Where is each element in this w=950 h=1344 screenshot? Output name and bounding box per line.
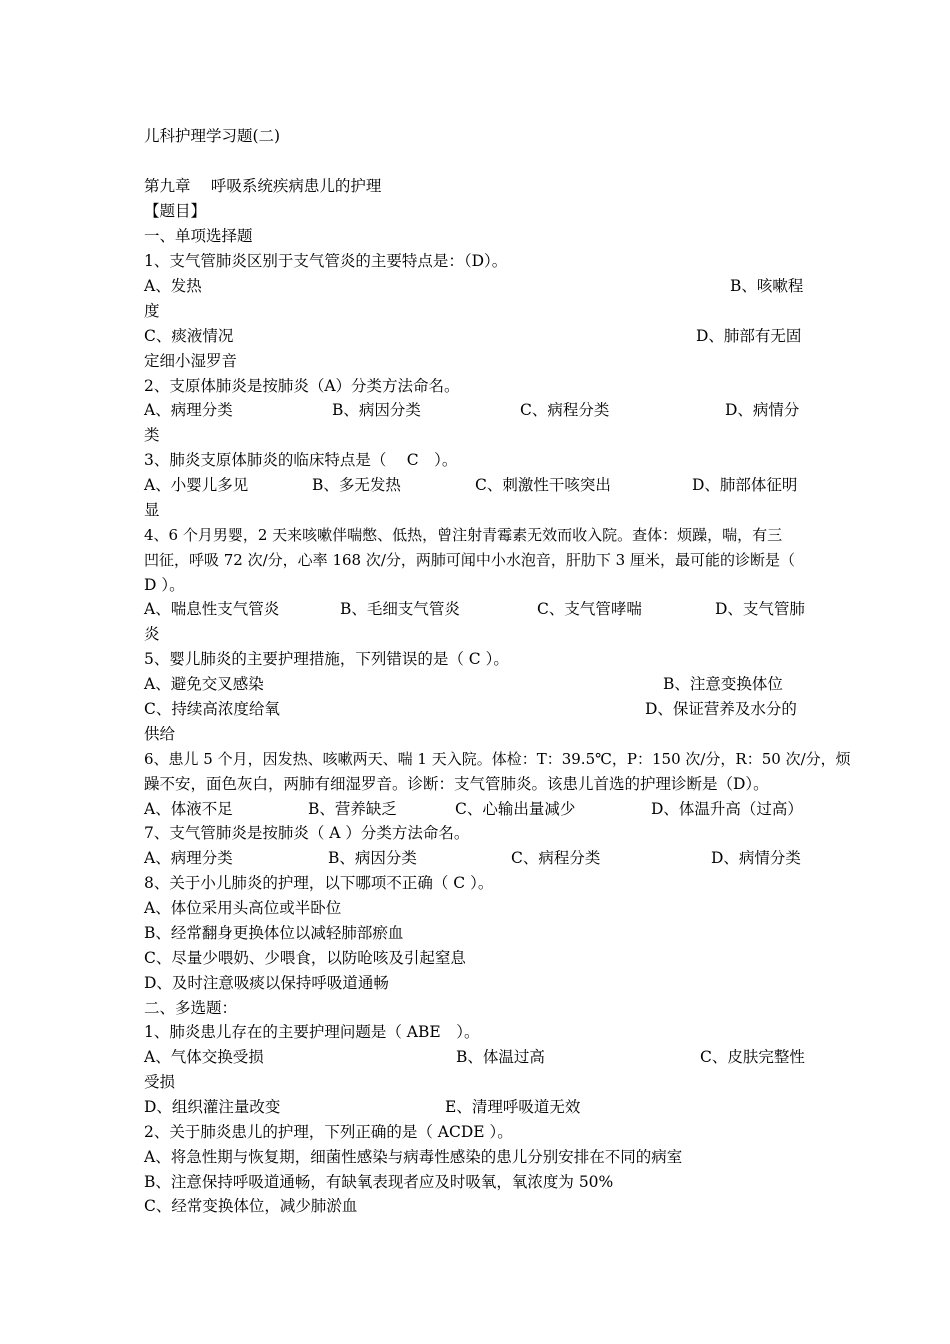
q7-option-a: A、病理分类 (144, 849, 233, 867)
q4-stem-line2: 凹征，呼吸 72 次/分，心率 168 次/分，两肺可闻中小水泡音，肝肋下 3 厘米，最可能的诊断是（ (144, 551, 795, 569)
q2-option-d-cont: 类 (144, 426, 160, 444)
m1-option-c: C、皮肤完整性 (700, 1048, 805, 1066)
part1-heading: 一、单项选择题 (144, 227, 253, 245)
q3-stem: 3、肺炎支原体肺炎的临床特点是（ C ）。 (144, 451, 458, 469)
q3-option-c: C、刺激性干咳突出 (475, 476, 611, 494)
q7-option-b: B、病因分类 (328, 849, 417, 867)
q8-option-a: A、体位采用头高位或半卧位 (144, 899, 342, 917)
q6-stem-line2: 躁不安，面色灰白，两肺有细湿罗音。诊断：支气管肺炎。该患儿首选的护理诊断是（D）。 (144, 775, 769, 793)
document-title: 儿科护理学习题(二) (144, 127, 281, 145)
q4-option-d-cont: 炎 (144, 625, 160, 643)
q1-option-b-cont: 度 (144, 302, 160, 320)
q6-stem-line1: 6、患儿 5 个月，因发热、咳嗽两天、喘 1 天入院。体检：T：39.5℃，P：150 次/分，R：50 次/分，烦 (144, 750, 851, 768)
m1-option-e: E、清理呼吸道无效 (445, 1098, 581, 1116)
q4-stem-line1: 4、6 个月男婴，2 天来咳嗽伴喘憋、低热，曾注射青霉素无效而收入院。查体：烦躁，喘，有三 (144, 526, 783, 544)
q2-option-d: D、病情分 (725, 401, 800, 419)
q8-stem: 8、关于小儿肺炎的护理，以下哪项不正确（ C ）。 (144, 874, 494, 892)
q2-option-b: B、病因分类 (332, 401, 421, 419)
q6-option-b: B、营养缺乏 (308, 800, 397, 818)
q7-option-c: C、病程分类 (511, 849, 601, 867)
q8-option-d: D、及时注意吸痰以保持呼吸道通畅 (144, 974, 389, 992)
q3-option-d: D、肺部体征明 (692, 476, 798, 494)
q4-option-a: A、喘息性支气管炎 (144, 600, 280, 618)
q1-option-c: C、痰液情况 (144, 327, 234, 345)
m1-option-c-cont: 受损 (144, 1073, 176, 1091)
q1-option-a: A、发热 (144, 277, 202, 295)
q7-option-d: D、病情分类 (711, 849, 801, 867)
q4-option-c: C、支气管哮喘 (537, 600, 642, 618)
q3-option-d-cont: 显 (144, 501, 160, 519)
q6-option-d: D、体温升高（过高） (651, 800, 803, 818)
q2-option-a: A、病理分类 (144, 401, 233, 419)
m2-stem: 2、关于肺炎患儿的护理，下列正确的是（ ACDE ）。 (144, 1123, 513, 1141)
m1-option-d: D、组织灌注量改变 (144, 1098, 281, 1116)
m1-option-a: A、气体交换受损 (144, 1048, 264, 1066)
section-tag: 【题目】 (144, 202, 207, 220)
chapter-heading: 第九章 呼吸系统疾病患儿的护理 (144, 177, 382, 195)
q1-stem: 1、支气管肺炎区别于支气管炎的主要特点是：（D）。 (144, 252, 508, 270)
q2-stem: 2、支原体肺炎是按肺炎（A）分类方法命名。 (144, 377, 460, 395)
q6-option-c: C、心输出量减少 (455, 800, 576, 818)
q5-option-a: A、避免交叉感染 (144, 675, 264, 693)
q1-option-d: D、肺部有无固 (696, 327, 802, 345)
q4-option-d: D、支气管肺 (715, 600, 805, 618)
part2-heading: 二、多选题： (144, 999, 238, 1017)
q1-option-b: B、咳嗽程 (730, 277, 804, 295)
q5-option-d: D、保证营养及水分的 (645, 700, 797, 718)
q3-option-a: A、小婴儿多见 (144, 476, 249, 494)
m2-option-c: C、经常变换体位，减少肺淤血 (144, 1197, 358, 1215)
q4-stem-line3: D ）。 (144, 576, 185, 594)
q5-stem: 5、婴儿肺炎的主要护理措施，下列错误的是（ C ）。 (144, 650, 509, 668)
q5-option-b: B、注意变换体位 (663, 675, 783, 693)
q2-option-c: C、病程分类 (520, 401, 610, 419)
q5-option-d-cont: 供给 (144, 725, 176, 743)
m1-stem: 1、肺炎患儿存在的主要护理问题是（ ABE ）。 (144, 1023, 480, 1041)
q4-option-b: B、毛细支气管炎 (340, 600, 460, 618)
q8-option-c: C、尽量少喂奶、少喂食，以防呛咳及引起窒息 (144, 949, 466, 967)
m2-option-b: B、注意保持呼吸道通畅，有缺氧表现者应及时吸氧，氧浓度为 50% (144, 1173, 614, 1191)
q7-stem: 7、支气管肺炎是按肺炎（ A ）分类方法命名。 (144, 824, 470, 842)
q1-option-d-cont: 定细小湿罗音 (144, 352, 238, 370)
m2-option-a: A、将急性期与恢复期，细菌性感染与病毒性感染的患儿分别安排在不同的病室 (144, 1148, 683, 1166)
q8-option-b: B、经常翻身更换体位以减轻肺部瘀血 (144, 924, 404, 942)
q5-option-c: C、持续高浓度给氧 (144, 700, 280, 718)
m1-option-b: B、体温过高 (456, 1048, 545, 1066)
q3-option-b: B、多无发热 (312, 476, 401, 494)
q6-option-a: A、体液不足 (144, 800, 233, 818)
